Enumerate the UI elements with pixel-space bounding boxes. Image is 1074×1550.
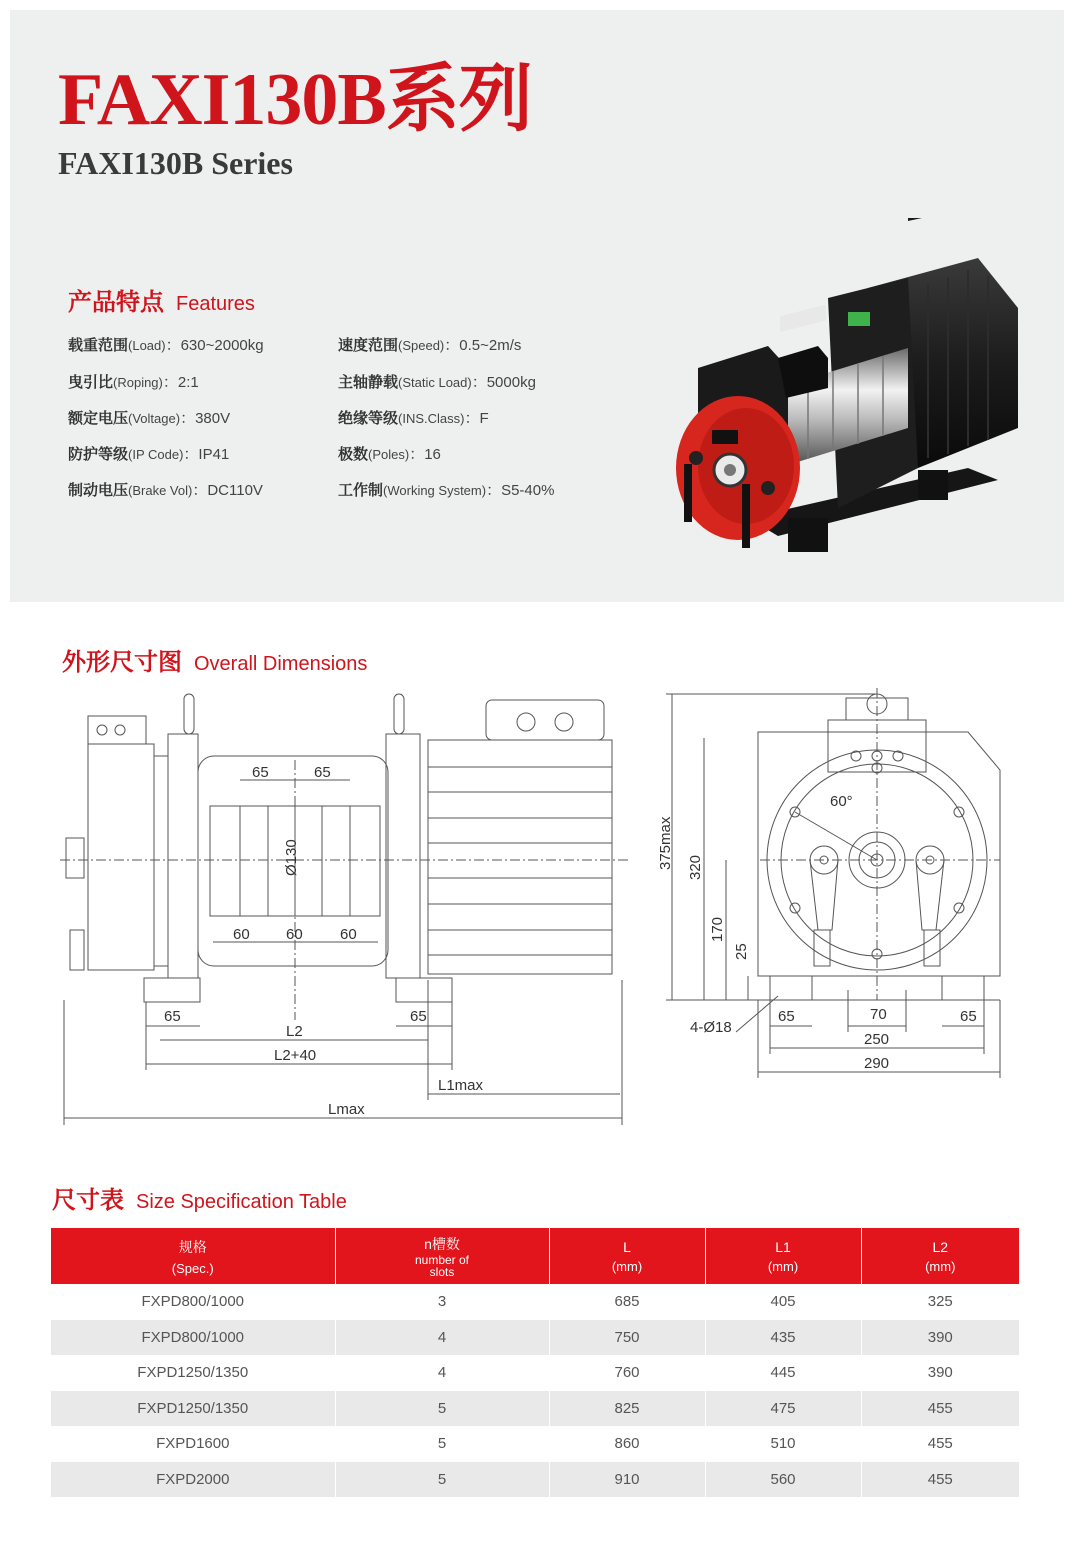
table-header-row <box>51 1228 1019 1284</box>
col-l2: L2 (mm) <box>861 1228 1019 1284</box>
dim-l1max: L1max <box>438 1077 484 1094</box>
dim-holes-4-18: 4-Ø18 <box>690 1019 732 1036</box>
dim-320: 320 <box>687 854 704 880</box>
features-heading-en: Features <box>176 293 255 315</box>
dim-diameter-130: Ø130 <box>283 839 300 876</box>
feature-voltage: 额定电压(Voltage)：380V <box>68 410 231 427</box>
dimensions-heading-en: Overall Dimensions <box>194 653 368 675</box>
feature-brake-voltage: 制动电压(Brake Vol)：DC110V <box>68 482 263 499</box>
dimension-drawing <box>40 680 1040 1130</box>
dim-65-b: 65 <box>314 764 331 781</box>
dim-65-left-foot: 65 <box>164 1008 181 1025</box>
page-title: FAXI130B系列 <box>58 59 532 141</box>
col-l1: L1 (mm) <box>705 1228 861 1284</box>
dim-l2-plus-40: L2+40 <box>274 1047 317 1064</box>
col-spec: 规格 (Spec.) <box>51 1228 335 1284</box>
dim-290: 290 <box>864 1055 890 1072</box>
features-heading-cn: 产品特点 <box>68 289 164 316</box>
feature-ip-code: 防护等级(IP Code)：IP41 <box>68 446 230 463</box>
dim-65-right-foot: 65 <box>410 1008 427 1025</box>
feature-static-load: 主轴静载(Static Load)：5000kg <box>338 374 536 391</box>
feature-speed: 速度范围(Speed)：0.5~2m/s <box>338 337 522 354</box>
size-table-heading-en: Size Specification Table <box>136 1191 347 1213</box>
dim-lmax: Lmax <box>328 1101 365 1118</box>
table-row: FXPD800/1000 4 750 435 390 <box>51 1320 1019 1356</box>
dim-375max: 375max <box>657 816 674 870</box>
col-slots: n槽数 number of slots <box>335 1228 549 1284</box>
feature-working-system: 工作制(Working System)：S5-40% <box>338 482 555 499</box>
dim-65-base-right: 65 <box>960 1008 977 1025</box>
dim-25: 25 <box>733 943 750 960</box>
dim-65-base-left: 65 <box>778 1008 795 1025</box>
table-row: FXPD1250/1350 5 825 475 455 <box>51 1391 1019 1427</box>
dimensions-heading-cn: 外形尺寸图 <box>62 649 182 676</box>
dim-70: 70 <box>870 1006 887 1023</box>
table-row: FXPD2000 5 910 560 455 <box>51 1462 1019 1498</box>
size-table-heading-cn: 尺寸表 <box>52 1187 124 1214</box>
dim-170: 170 <box>709 916 726 942</box>
feature-load: 载重范围(Load)：630~2000kg <box>68 337 264 354</box>
size-spec-table <box>51 1228 1019 1497</box>
traction-machine-image <box>668 218 1048 578</box>
dim-250: 250 <box>864 1031 890 1048</box>
dim-60-a: 60 <box>233 926 250 943</box>
col-l: L (mm) <box>549 1228 705 1284</box>
dim-60-c: 60 <box>340 926 357 943</box>
dim-angle-60: 60° <box>830 793 853 810</box>
page-subtitle: FAXI130B Series <box>58 145 293 181</box>
table-row: FXPD1250/1350 4 760 445 390 <box>51 1355 1019 1391</box>
table-row: FXPD1600 5 860 510 455 <box>51 1426 1019 1462</box>
size-table-heading <box>52 1180 347 1215</box>
feature-poles: 极数(Poles)：16 <box>338 446 441 463</box>
dim-60-b: 60 <box>286 926 303 943</box>
feature-ins-class: 绝缘等级(INS.Class)：F <box>338 410 489 427</box>
dim-65-a: 65 <box>252 764 269 781</box>
table-row: FXPD800/1000 3 685 405 325 <box>51 1284 1019 1320</box>
feature-roping: 曳引比(Roping)：2:1 <box>68 374 199 391</box>
features-heading <box>68 282 255 317</box>
dim-l2: L2 <box>286 1023 303 1040</box>
dimensions-heading <box>62 642 367 677</box>
